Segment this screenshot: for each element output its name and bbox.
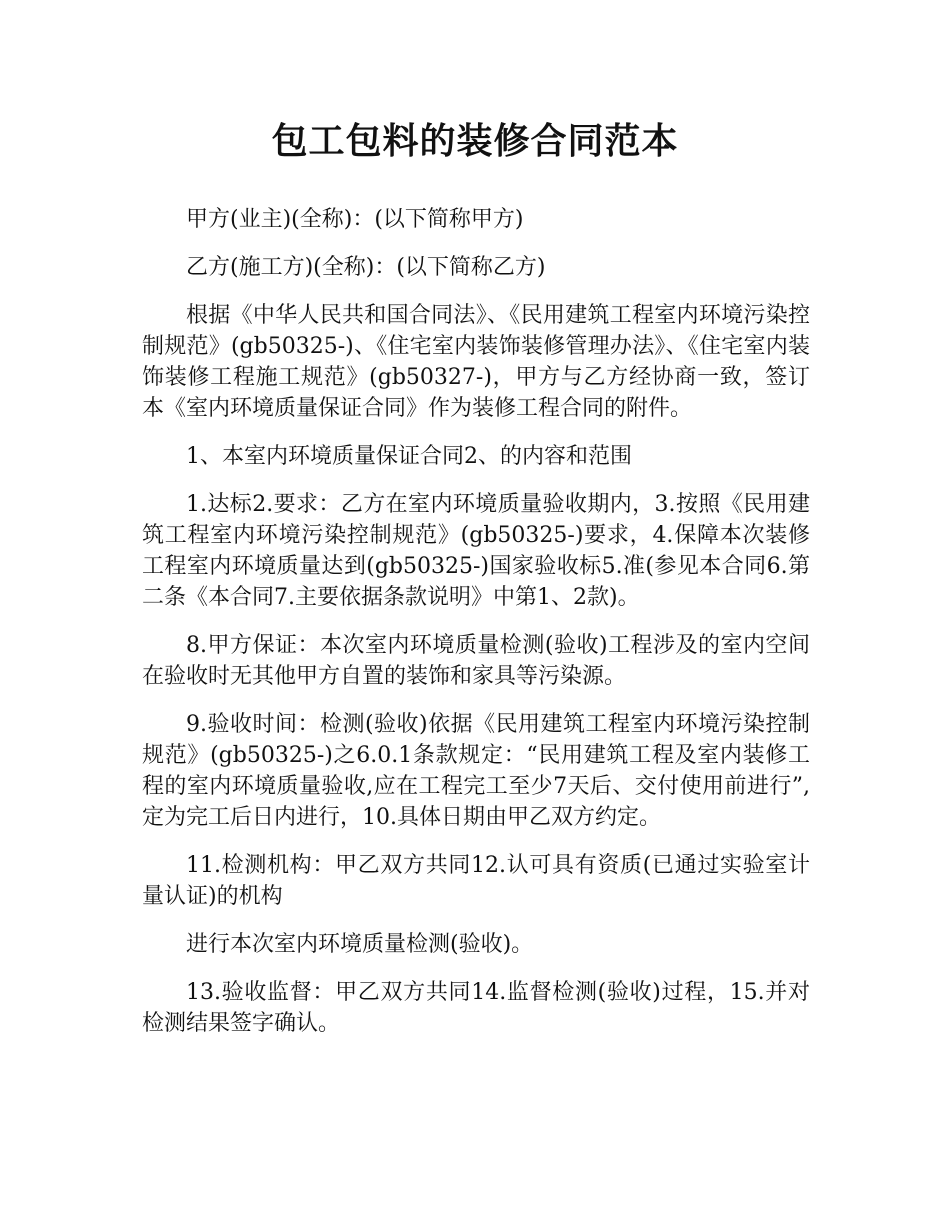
paragraph-party-a: 甲方(业主)(全称)：(以下简称甲方)	[186, 207, 524, 232]
paragraph-scope-heading: 1、本室内环境质量保证合同2、的内容和范围	[186, 444, 632, 469]
paragraph-standard-requirement: 1.达标2.要求：乙方在室内环境质量验收期内，3.按照《民用建筑工程室内环境污染控制规范》(gb50325-)要求，4.保障本次装修工程室内环境质量达到(gb50325-)国家验收标5.准(参见本合同6.第二条《本合同7.主要依据条款说明》中第1、2款)。	[142, 492, 810, 610]
paragraph-testing-continued: 进行本次室内环境质量检测(验收)。	[186, 932, 534, 957]
document-title: 包工包料的装修合同范本	[271, 121, 679, 162]
paragraph-acceptance-time: 9.验收时间：检测(验收)依据《民用建筑工程室内环境污染控制规范》(gb50325-)之6.0.1条款规定：“民用建筑工程及室内装修工程的室内环境质量验收,应在工程完工至少7天后、交付使用前进行”,定为完工后日内进行，10.具体日期由甲乙双方约定。	[142, 712, 810, 830]
paragraph-acceptance-supervision: 13.验收监督：甲乙双方共同14.监督检测(验收)过程，15.并对检测结果签字确认。	[142, 980, 810, 1036]
paragraph-testing-agency: 11.检测机构：甲乙双方共同12.认可具有资质(已通过实验室计量认证)的机构	[142, 853, 810, 909]
paragraph-party-b: 乙方(施工方)(全称)：(以下简称乙方)	[186, 255, 546, 280]
paragraph-party-a-guarantee: 8.甲方保证：本次室内环境质量检测(验收)工程涉及的室内空间在验收时无其他甲方自置的装饰和家具等污染源。	[142, 633, 810, 689]
paragraph-basis: 根据《中华人民共和国合同法》、《民用建筑工程室内环境污染控制规范》(gb50325-)、《住宅室内装饰装修管理办法》、《住宅室内装饰装修工程施工规范》(gb50327-)，甲方与乙方经协商一致，签订本《室内环境质量保证合同》作为装修工程合同的附件。	[142, 303, 810, 421]
document-body	[142, 204, 810, 1056]
